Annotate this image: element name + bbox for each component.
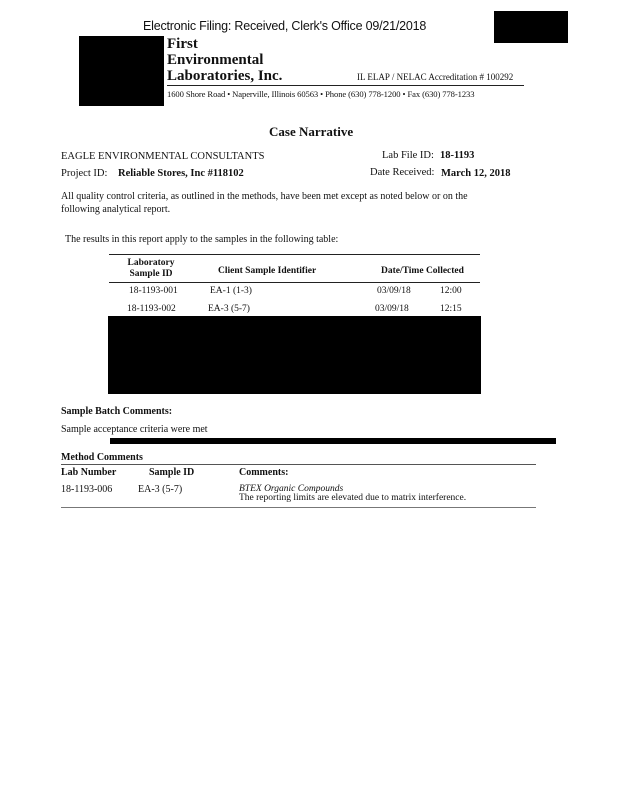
redaction-bar: [110, 438, 556, 444]
header-lab-id-line1: Laboratory: [127, 258, 175, 268]
header-lab-id: [109, 258, 193, 280]
project-value: Reliable Stores, Inc #118102: [118, 168, 244, 179]
method-row-comment: The reporting limits are elevated due to matrix interference.: [239, 493, 467, 503]
col-comments: Comments:: [239, 467, 289, 478]
lab-address: 1600 Shore Road • Naperville, Illinois 60563 • Phone (630) 778-1200 • Fax (630) 778-1233: [167, 89, 475, 99]
results-intro: The results in this report apply to the samples in the following table:: [65, 234, 339, 245]
project-label: Project ID:: [61, 168, 108, 179]
method-row-lab-number: 18-1193-006: [61, 484, 113, 495]
method-bottom-rule: [61, 507, 536, 508]
redaction-logo: [79, 36, 164, 106]
qc-statement-line2: following analytical report.: [61, 204, 171, 215]
row-lab-id: 18-1193-001: [129, 286, 178, 296]
page-title: Case Narrative: [269, 124, 354, 139]
row-time: 12:15: [440, 304, 462, 314]
lab-name-line1: First: [167, 36, 198, 52]
table-top-rule: [109, 254, 480, 255]
col-sample-id: Sample ID: [149, 467, 195, 478]
lab-file-label: Lab File ID:: [382, 150, 434, 161]
row-lab-id: 18-1193-002: [127, 304, 176, 314]
qc-statement-line1: All quality control criteria, as outlined in the methods, have been met except as noted below or on the: [61, 191, 468, 202]
row-date: 03/09/18: [375, 304, 409, 314]
lab-name-line2: Environmental: [167, 52, 264, 68]
method-row-method: BTEX Organic Compounds: [239, 484, 344, 494]
redaction-top-right: [494, 11, 568, 43]
batch-comments-heading: Sample Batch Comments:: [61, 406, 173, 417]
accreditation: IL ELAP / NELAC Accreditation # 100292: [357, 72, 514, 82]
row-date: 03/09/18: [377, 286, 411, 296]
row-client-id: EA-1 (1-3): [210, 286, 252, 296]
lab-file-value: 18-1193: [440, 150, 475, 161]
row-time: 12:00: [440, 286, 462, 296]
table-header-rule: [109, 282, 480, 283]
method-comments-rule: [61, 464, 536, 465]
client-name: EAGLE ENVIRONMENTAL CONSULTANTS: [61, 151, 265, 162]
filing-stamp: Electronic Filing: Received, Clerk's Office 09/21/2018: [143, 19, 427, 33]
header-client-id: Client Sample Identifier: [218, 266, 317, 276]
col-lab-number: Lab Number: [61, 467, 117, 478]
lab-name-line3: Laboratories, Inc.: [167, 68, 283, 84]
date-received-value: March 12, 2018: [441, 168, 511, 179]
method-row-sample-id: EA-3 (5-7): [138, 484, 183, 495]
redaction-table-rows: [108, 316, 481, 394]
letterhead-rule: [167, 85, 524, 86]
header-lab-id-line2: Sample ID: [129, 269, 173, 279]
batch-comments-text: Sample acceptance criteria were met: [61, 424, 208, 435]
header-collected: Date/Time Collected: [381, 266, 464, 276]
date-received-label: Date Received:: [370, 167, 435, 178]
row-client-id: EA-3 (5-7): [208, 304, 250, 314]
method-comments-heading: Method Comments: [61, 452, 143, 463]
sample-table-header: [109, 258, 480, 284]
